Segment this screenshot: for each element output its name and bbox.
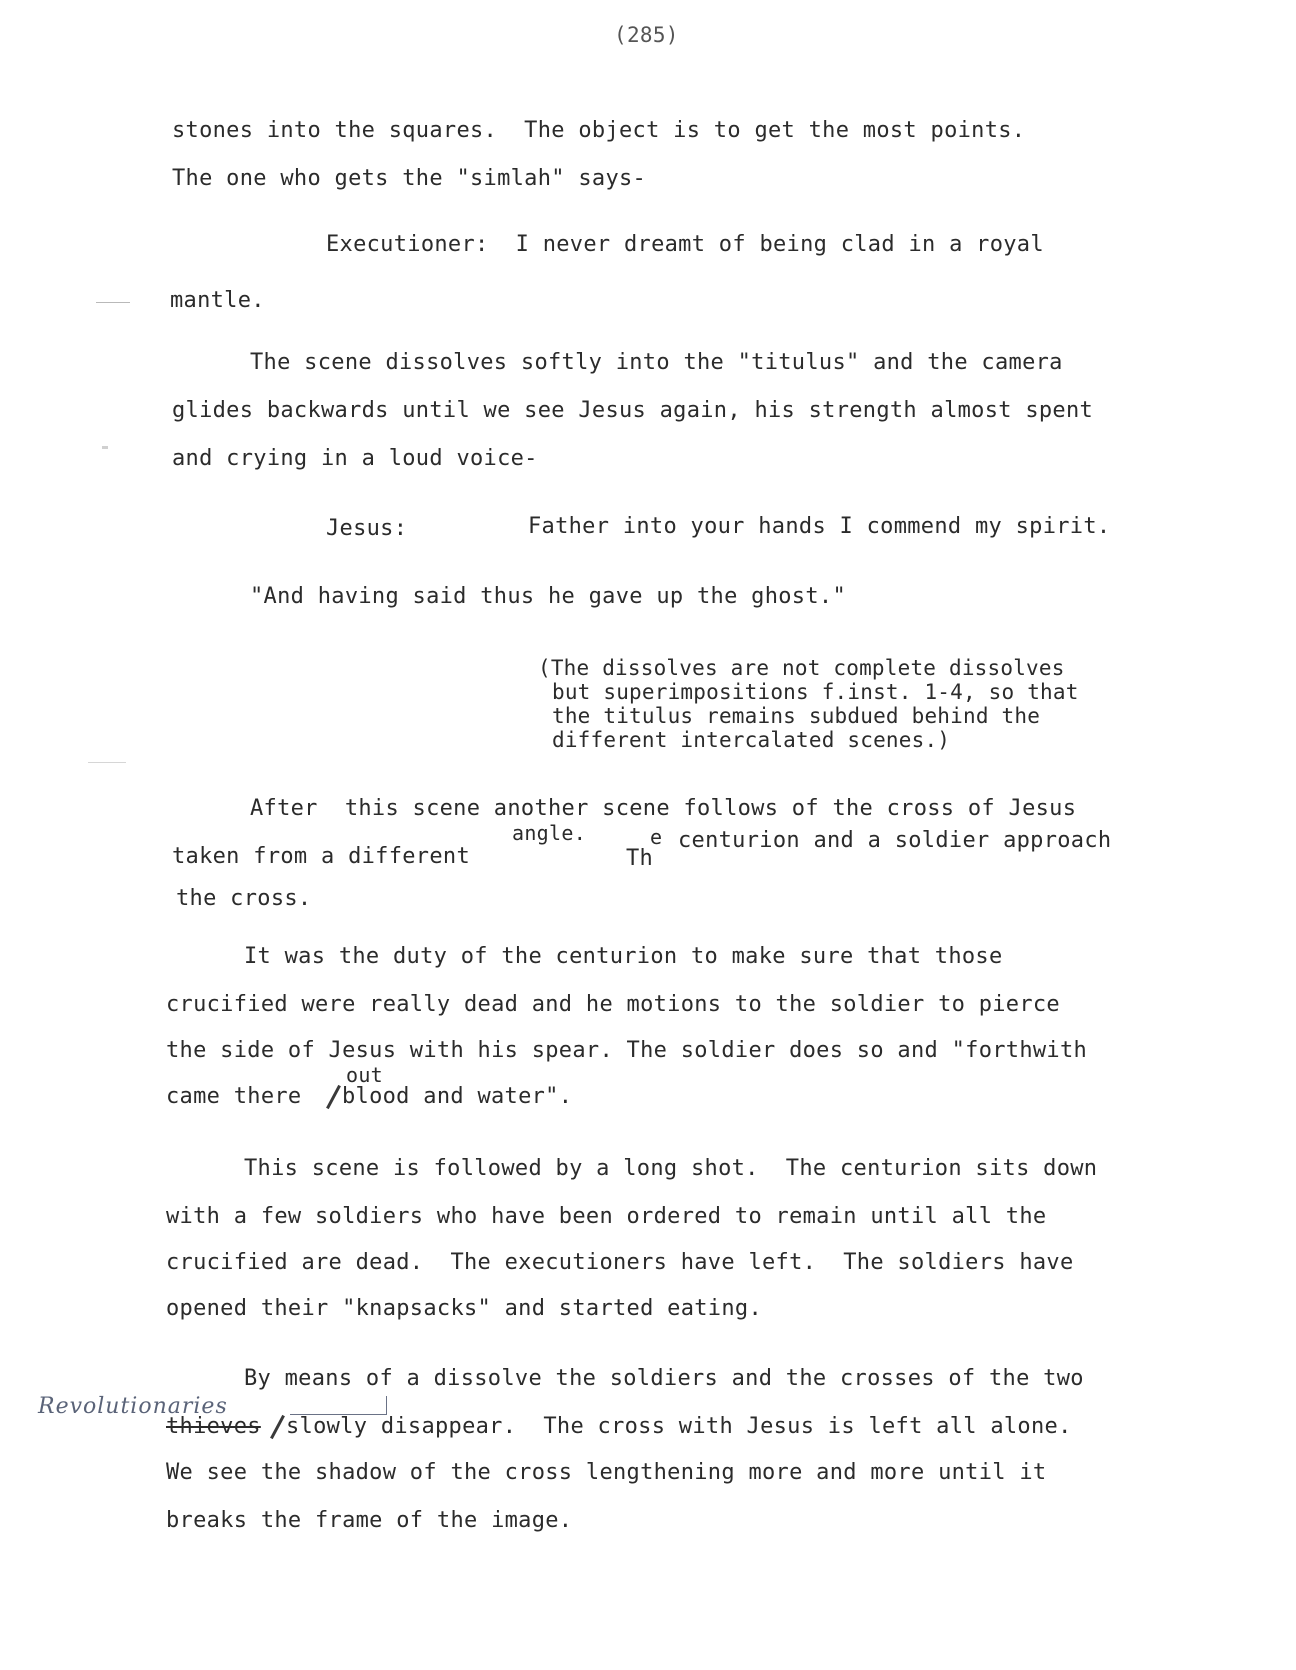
margin-mark	[88, 762, 126, 763]
dialogue-line: Executioner: I never dreamt of being clad in a royal	[326, 232, 1044, 257]
text-line: After this scene another scene follows of the cross of Jesus	[250, 796, 1077, 821]
insertion-slash	[326, 1085, 341, 1109]
text-line: By means of a dissolve the soldiers and the crosses of the two	[244, 1366, 1084, 1391]
inserted-word: angle.	[512, 821, 587, 845]
handwriting-bracket	[290, 1396, 387, 1415]
text-fragment: Th	[626, 846, 654, 871]
text-line: the cross.	[176, 886, 312, 911]
text-line: the side of Jesus with his spear. The soldier does so and "forthwith	[166, 1038, 1088, 1063]
text-line: glides backwards until we see Jesus again, his strength almost spent	[172, 398, 1094, 423]
text-fragment: blood and water".	[342, 1084, 573, 1109]
text-line: stones into the squares. The object is to get the most points.	[172, 118, 1026, 143]
text-line: This scene is followed by a long shot. The centurion sits down	[244, 1156, 1098, 1181]
text-line: The scene dissolves softly into the "titulus" and the camera	[250, 350, 1063, 375]
margin-mark	[102, 446, 108, 449]
margin-mark	[96, 302, 130, 303]
text-line: with a few soldiers who have been ordered to remain until all the	[166, 1204, 1047, 1229]
text-line: and crying in a loud voice-	[172, 446, 538, 471]
text-line: The one who gets the "simlah" says-	[172, 166, 647, 191]
text-line: breaks the frame of the image.	[166, 1508, 573, 1533]
text-fragment: e	[650, 825, 663, 849]
handwritten-insertion: Revolutionaries	[38, 1394, 228, 1419]
dialogue-line: Father into your hands I commend my spirit.	[528, 514, 1111, 539]
quotation-line: "And having said thus he gave up the ghost."	[250, 584, 846, 609]
note-line: (The dissolves are not complete dissolves	[538, 656, 1065, 680]
text-fragment: slowly disappear. The cross with Jesus is left all alone.	[286, 1414, 1072, 1439]
text-line: crucified were really dead and he motions to the soldier to pierce	[166, 992, 1060, 1017]
note-line: different intercalated scenes.)	[552, 728, 951, 752]
text-fragment: came there	[166, 1084, 302, 1109]
insertion-slash	[270, 1415, 285, 1439]
dialogue-speaker: Jesus:	[326, 516, 408, 541]
text-line: centurion and a soldier approach	[678, 828, 1112, 853]
text-line: mantle.	[170, 288, 265, 313]
text-line: taken from a different	[172, 844, 470, 869]
page-number: (285)	[614, 23, 679, 47]
text-line: crucified are dead. The executioners have left. The soldiers have	[166, 1250, 1074, 1275]
note-line: the titulus remains subdued behind the	[552, 704, 1041, 728]
text-line: We see the shadow of the cross lengthening more and more until it	[166, 1460, 1047, 1485]
inserted-word: out	[346, 1063, 384, 1087]
text-line: It was the duty of the centurion to make sure that those	[244, 944, 1003, 969]
note-line: but superimpositions f.inst. 1-4, so that	[552, 680, 1079, 704]
text-line: opened their "knapsacks" and started eating.	[166, 1296, 762, 1321]
struck-word: thieves	[166, 1414, 261, 1439]
